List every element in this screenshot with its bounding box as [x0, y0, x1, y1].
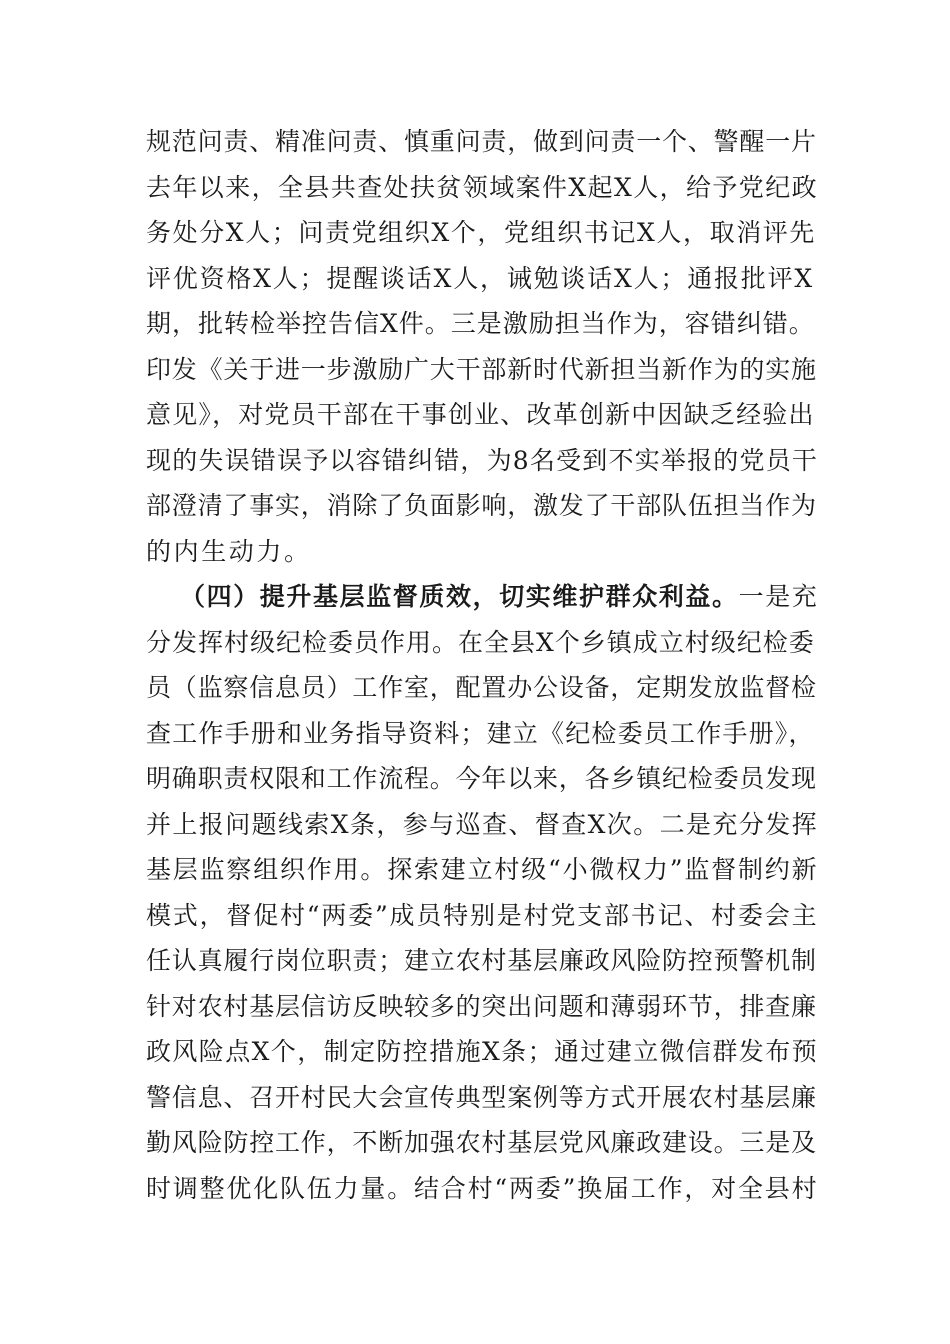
section-heading: （四）提升基层监督质效，切实维护群众利益。 [180, 582, 739, 611]
section-first-line-rest: 一是充 [738, 582, 819, 611]
paragraph-line: 员（监察信息员）工作室，配置办公设备，定期发放监督检 [146, 673, 817, 702]
paragraph-line: 务处分X人；问责党组织X个，党组织书记X人，取消评先 [146, 218, 816, 247]
paragraph-line: 基层监察组织作用。探索建立村级“小微权力”监督制约新 [146, 855, 819, 884]
paragraph-line: 政风险点X个，制定防控措施X条；通过建立微信群发布预 [146, 1037, 818, 1066]
paragraph-line: 并上报问题线索X条，参与巡查、督查X次。二是充分发挥 [146, 809, 818, 839]
paragraph-line: 警信息、召开村民大会宣传典型案例等方式开展农村基层廉 [146, 1082, 817, 1112]
paragraph-line: 现的失误错误予以容错纠错，为8名受到不实举报的党员干 [146, 445, 819, 475]
paragraph-line: 明确职责权限和工作流程。今年以来，各乡镇纪检委员发现 [146, 764, 817, 793]
paragraph-line: 意见》，对党员干部在干事创业、改革创新中因缺乏经验出 [146, 400, 815, 429]
section-first-line [146, 574, 818, 620]
paragraph-line: 印发《关于进一步激励广大干部新时代新担当新作为的实施 [146, 354, 817, 384]
paragraph-line: 任认真履行岗位职责；建立农村基层廉政风险防控预警机制 [146, 946, 817, 975]
paragraph-line: 分发挥村级纪检委员作用。在全县X个乡镇成立村级纪检委 [146, 627, 815, 657]
paragraph-line: 评优资格X人；提醒谈话X人，诫勉谈话X人；通报批评X [146, 263, 814, 293]
paragraph-line: 期，批转检举控告信X件。三是激励担当作为，容错纠错。 [146, 309, 815, 338]
paragraph-line: 规范问责、精准问责、慎重问责，做到问责一个、警醒一片 [146, 127, 817, 156]
paragraph-line: 时调整优化队伍力量。结合村“两委”换届工作，对全县村 [146, 1173, 819, 1203]
paragraph-line: 的内生动力。 [146, 536, 312, 566]
paragraph-line: 勤风险防控工作，不断加强农村基层党风廉政建设。三是及 [146, 1128, 817, 1157]
paragraph-line: 去年以来，全县共查处扶贫领域案件X起X人，给予党纪政 [146, 172, 818, 202]
paragraph-line: 针对农村基层信访反映较多的突出问题和薄弱环节，排查廉 [146, 991, 817, 1021]
paragraph-line: 查工作手册和业务指导资料；建立《纪检委员工作手册》， [146, 718, 815, 748]
body-text [146, 119, 818, 1211]
paragraph-line: 部澄清了事实，消除了负面影响，激发了干部队伍担当作为 [146, 491, 817, 520]
paragraph-line: 模式，督促村“两委”成员特别是村党支部书记、村委会主 [146, 900, 819, 930]
